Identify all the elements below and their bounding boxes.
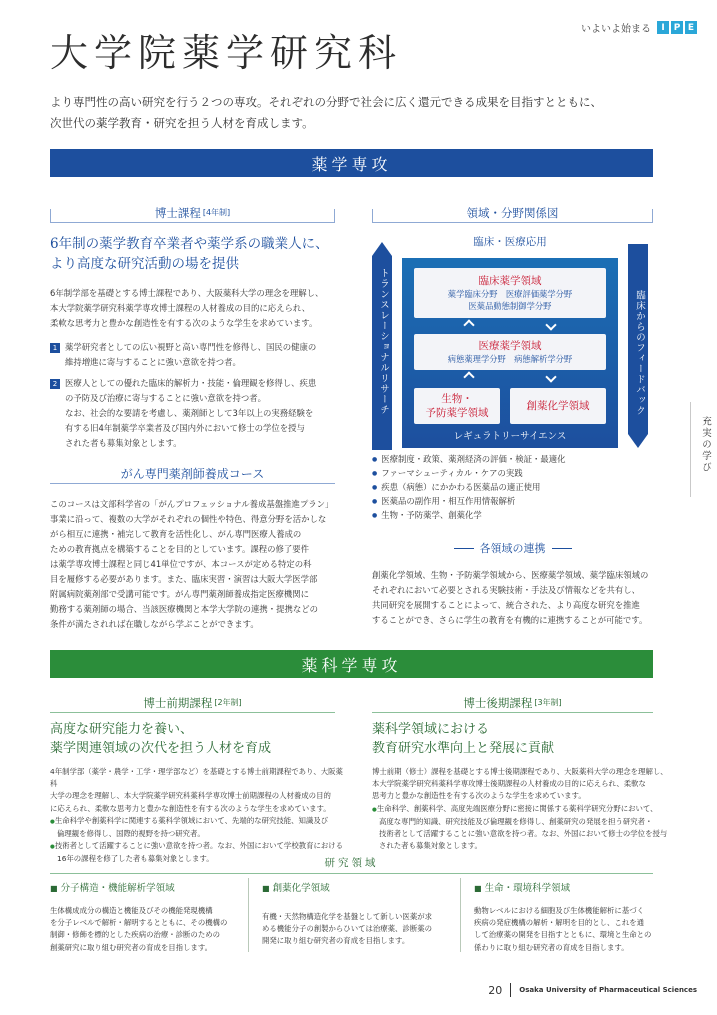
ipe-letter: P — [671, 21, 683, 34]
body-line: 柔軟な思考力と豊かな創造性を有する次のような学生を求めています。 — [50, 318, 318, 328]
cancer-course-heading — [50, 464, 335, 484]
item-line: 維持増進に寄与することに強い意欲を持つ者。 — [65, 357, 241, 367]
body-line: 創薬化学領域、生物・予防薬学領域から、医療薬学領域、薬学臨床領域の — [372, 570, 649, 580]
divider — [510, 983, 511, 997]
cell-sub: 医薬品動態制御学分野 — [468, 301, 552, 311]
body-line: 生体構成成分の構造と機能及びその機能発現機構 — [50, 906, 213, 915]
linkage-body — [372, 568, 657, 628]
bullet-line: された者も募集対象とします。 — [379, 841, 482, 851]
doctoral-item-2 — [50, 376, 335, 451]
ipe-badge — [657, 21, 697, 34]
cell-title: 臨床薬学領域 — [478, 275, 542, 287]
bullet-item — [372, 803, 672, 816]
cell-sub: 病態薬理学分野 病態解析学分野 — [447, 354, 573, 364]
lead-line: 薬学関連領域の次代を担う人材を育成 — [50, 741, 272, 756]
cell-title: 生物・ — [441, 393, 473, 405]
bullet-line: 技術者として活躍することに強い意欲を持つ者。なお、外国において学校教育における — [54, 841, 344, 851]
body-line: に応えられ、柔軟な思考力と豊かな創造性を有する次のような学生を求めています。 — [50, 803, 331, 813]
item-line: 医療人としての優れた臨床的解析力・技能・倫理観を修得し、疾患 — [65, 378, 317, 388]
doctoral-item-1 — [50, 340, 335, 370]
regulatory-science-label: レギュラトリーサイエンス — [453, 431, 567, 442]
bio-preventive-cell — [414, 388, 500, 424]
bullet-line: 高度な専門的知識、研究技能及び倫理観を修得し、創薬研究の発展を担う研究者・ — [379, 816, 653, 826]
feedback-label: 臨床からのフィードバック — [634, 290, 645, 416]
doctor-term: [3年制] — [534, 698, 562, 707]
pharma-science-band: 薬科学専攻 — [50, 650, 653, 678]
body-line: それぞれにおいて必要とされる実験技術・手法及び情報などを共有し、 — [372, 585, 640, 595]
body-line: 開発に取り組む研究者の育成を目指します。 — [262, 936, 410, 946]
body-line: 有機・天然物構造化学を基盤として新しい医薬が求 — [262, 912, 432, 921]
cell-title: 創薬化学領域 — [526, 400, 590, 412]
domain-diagram — [402, 258, 618, 448]
item-line: 薬学研究者としての広い視野と高い専門性を修得し、国民の健康の — [65, 342, 317, 352]
list-item: ● 生物・予防薬学、創薬化学 — [372, 509, 566, 523]
divider — [454, 548, 474, 549]
lead-line: 薬科学領域における — [372, 722, 490, 737]
body-line: 条件が満たされれば在職しながら学ぶことができます。 — [50, 619, 259, 629]
list-item: ● 疾患（病態）にかかわる医薬品の適正使用 — [372, 481, 566, 495]
body-line: 勤務する薬剤師の場合、当該医療機関と本学大学院の連携・提携などの — [50, 604, 318, 614]
research-area-title: ■ 分子構造・機能解析学領域 — [50, 880, 175, 894]
body-line: 思考力と豊かな創造性を有する次のような学生を求めています。 — [372, 791, 586, 801]
list-item: ● ファーマシューティカル・ケアの実践 — [372, 467, 566, 481]
cell-title: 予防薬学領域 — [425, 407, 489, 419]
research-areas-heading: 研究領域 — [50, 855, 653, 874]
body-line: 大学の理念を理解し、本大学院薬学研究科薬科学専攻博士前期課程の人材養成の目的 — [50, 791, 331, 801]
side-tab — [690, 402, 717, 497]
research-area-title: ■ 創薬化学領域 — [262, 880, 330, 894]
chevron-up-icon — [463, 371, 474, 382]
intro-line: より専門性の高い研究を行う２つの専攻。それぞれの分野で社会に広く還元できる成果を目指すとともに、 — [50, 95, 602, 109]
arrow-up-icon — [372, 242, 392, 256]
ipe-letter: I — [657, 21, 669, 34]
linkage-heading — [372, 540, 653, 556]
bullet-line: 生命科学や創薬科学に関連する薬科学領域において、先端的な研究技能、知識及び — [54, 815, 329, 825]
page-title: 大学院薬学研究科 — [50, 31, 403, 75]
body-line: 動物レベルにおける細胞及び生体機能解析に基づく — [474, 906, 644, 915]
body-line: を分子レベルで解析・解明するとともに、その機構の — [50, 918, 228, 928]
tagline: いよいよ始まる — [581, 24, 651, 35]
cell-title: 医療薬学領域 — [478, 340, 542, 352]
body-line: 本大学院薬学研究科薬科学専攻博士後期課程の人材養成の目的に応えられ、柔軟な — [372, 779, 646, 789]
diagram-heading — [372, 203, 653, 223]
body-line: がら相互に連携・補完して教育を活性化し、がん専門医療人養成の — [50, 529, 302, 539]
footer — [488, 983, 697, 997]
doctor-lead — [372, 720, 554, 758]
research-area-body — [262, 911, 452, 948]
lead-line: 教育研究水準向上と発展に貢献 — [372, 741, 555, 756]
medical-pharmacy-cell — [414, 334, 606, 370]
doctoral-lead — [50, 234, 329, 274]
bullet-line: 生命科学、創薬科学、高度先端医療分野に密接に関係する薬科学研究分野において、 — [376, 803, 658, 813]
regulatory-bullet-list — [372, 453, 566, 523]
body-line: 制御・修飾を標的とした疾病の治療・診断のための — [50, 930, 220, 940]
body-line: 共同研究を展開することによって、統合された、より高度な研究を推進 — [372, 600, 640, 610]
divider — [460, 878, 461, 952]
clinical-application-label: 臨床・医療応用 — [473, 236, 547, 248]
research-area-body — [50, 905, 245, 954]
doctor-heading-text: 博士後期課程 — [463, 695, 533, 710]
chevron-up-icon — [463, 319, 474, 330]
side-tab-label: 充実の学び — [700, 416, 711, 474]
body-line: することができ、さらに学生の教育を有機的に連携することが可能です。 — [372, 615, 648, 625]
bullet-item — [50, 815, 350, 828]
item-line: 有する旧4年制薬学卒業者及び国内外において修士の学位を授与 — [65, 423, 305, 433]
drug-chemistry-cell — [510, 388, 606, 424]
body-line: 疾病の発症機構の解析・解明を目的とし、これを通 — [474, 918, 644, 928]
intro-line: 次世代の薬学教育・研究を担う人材を育成します。 — [50, 116, 314, 130]
body-line: 創薬研究に取り組む研究者の育成を目指します。 — [50, 942, 213, 952]
pharmacy-band: 薬学専攻 — [50, 149, 653, 177]
linkage-heading-text: 各領域の連携 — [479, 542, 546, 555]
lead-line: 6年制の薬学教育卒業者や薬学系の職業人に、 — [50, 236, 329, 252]
item-line: なお、社会的な要請を考慮し、薬剤師として3年以上の実務経験を — [65, 408, 314, 418]
university-name: Osaka University of Pharmaceutical Sciences — [519, 986, 697, 994]
master-heading-text: 博士前期課程 — [143, 695, 213, 710]
divider — [552, 548, 572, 549]
bullet-item — [50, 840, 350, 853]
bullet-line: 倫理観を修得し、国際的視野を持つ研究者。 — [57, 829, 205, 839]
item-line: された者も募集対象とします。 — [65, 438, 182, 448]
body-line: して治療薬の開発を目指すとともに、環境と生命との — [474, 930, 652, 940]
body-line: このコースは文部科学省の「がんプロフェッショナル養成基盤推進プラン」 — [50, 499, 334, 509]
doctor-heading — [372, 693, 653, 713]
body-line: ための教育拠点を構築することを目的としています。課程の修了要件 — [50, 544, 309, 554]
intro-text — [50, 92, 670, 134]
divider — [248, 878, 249, 952]
list-item: ● 医薬品の副作用・相互作用情報解析 — [372, 495, 566, 509]
header-tag — [581, 20, 697, 35]
body-line: 6年制学部を基礎とする博士課程であり、大阪薬科大学の理念を理解し、 — [50, 288, 324, 298]
lead-line: より高度な研究活動の場を提供 — [50, 256, 239, 272]
lead-line: 高度な研究能力を養い、 — [50, 722, 194, 737]
doctoral-heading-text: 博士課程 — [154, 205, 201, 220]
cell-sub: 薬学臨床分野 医療評価薬学分野 — [447, 289, 573, 299]
number-badge: 1 — [50, 343, 60, 353]
number-badge: 2 — [50, 379, 60, 389]
body-line: 係わりに取り組む研究者の育成を目指します。 — [474, 942, 629, 952]
clinical-pharmacy-cell — [414, 268, 606, 318]
arrow-down-icon — [628, 434, 648, 448]
item-line: の予防及び治療に寄与することに強い意欲を持つ者。 — [65, 393, 266, 403]
page-number: 20 — [488, 983, 503, 997]
body-line: 事業に沿って、複数の大学がそれぞれの個性や特色、得意分野を活かしな — [50, 514, 327, 524]
master-lead — [50, 720, 271, 758]
body-line: 博士前期（修士）課程を基礎とする博士後期課程であり、大阪薬科大学の理念を理解し、 — [372, 767, 668, 776]
master-heading — [50, 693, 335, 713]
list-item: ● 医療制度・政策、薬剤経済の評価・検証・最適化 — [372, 453, 566, 467]
research-area-body — [474, 905, 664, 954]
chevron-down-icon — [545, 319, 556, 330]
cancer-course-body — [50, 497, 350, 632]
body-line: 本大学院薬学研究科薬学専攻博士課程の人材養成の目的に応えられ、 — [50, 303, 311, 313]
doctor-body — [372, 766, 672, 852]
body-line: は薬学専攻博士課程と同じ41単位ですが、本コースが定める特定の科 — [50, 559, 312, 569]
doctoral-term: [4年制] — [202, 208, 231, 217]
chevron-down-icon — [545, 371, 556, 382]
research-area-title: ■ 生命・環境科学領域 — [474, 880, 570, 894]
bullet-line: 16年の課程を修了した者も募集対象とします。 — [57, 854, 214, 864]
doctoral-body — [50, 286, 340, 331]
body-line: 附属病院薬剤部で受講可能です。がん専門薬剤師養成指定医療機関に — [50, 589, 309, 599]
translational-label: トランスレーショナルリサーチ — [378, 268, 389, 415]
diagram-heading-text: 領域・分野関係図 — [466, 205, 559, 220]
body-line: 目を履修する必要があります。また、臨床実習・演習は大阪大学医学部 — [50, 574, 318, 584]
master-term: [2年制] — [214, 698, 242, 707]
cancer-course-heading-text: がん専門薬剤師養成コース — [120, 467, 265, 481]
bullet-line: 技術者として活躍することに強い意欲を持つ者。なお、外国において修士の学位を授与 — [379, 829, 668, 839]
doctoral-heading — [50, 203, 335, 223]
body-line: める機能分子の創製からひいては治療薬、診断薬の — [262, 924, 432, 934]
ipe-letter: E — [685, 21, 697, 34]
master-body — [50, 766, 350, 866]
body-line: 4年制学部（薬学・農学・工学・理学部など）を基礎とする博士前期課程であり、大阪薬科 — [50, 767, 343, 789]
